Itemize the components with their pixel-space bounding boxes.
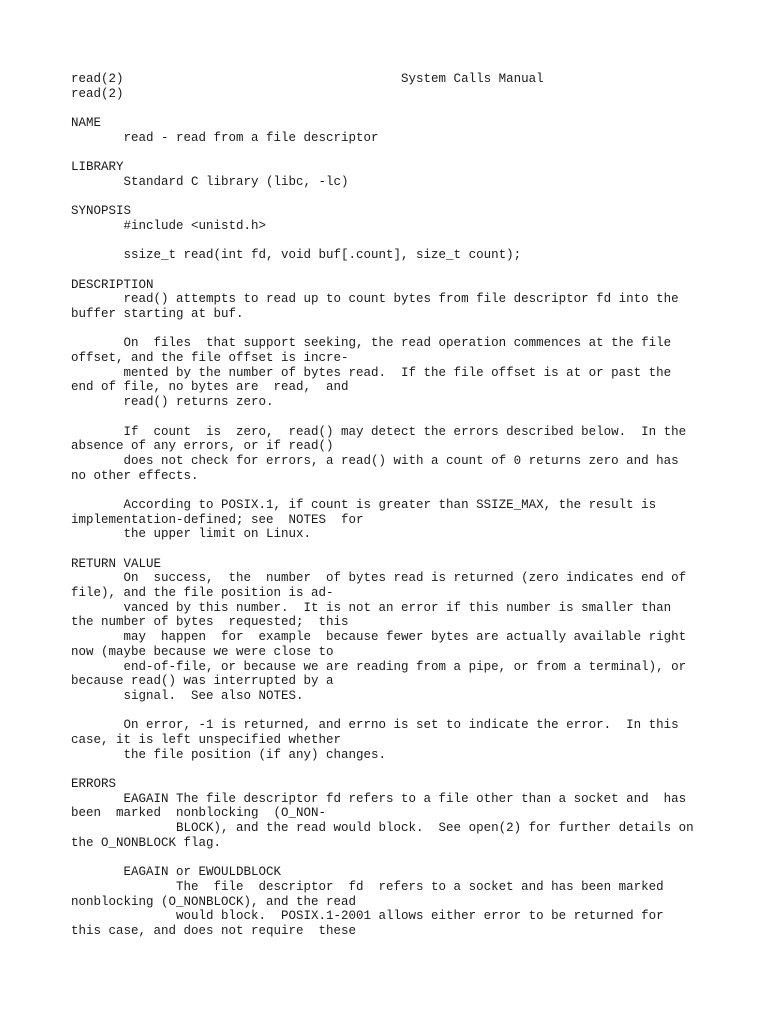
- text-line: case, it is left unspecified whether: [71, 732, 342, 747]
- text-line: RETURN VALUE: [71, 556, 162, 571]
- text-line: the number of bytes requested; this: [71, 615, 349, 630]
- text-line: the file position (if any) changes.: [71, 747, 387, 762]
- text-line: no other effects.: [71, 468, 199, 483]
- text-line: EAGAIN The file descriptor fd refers to a file other than a socket and has: [71, 791, 687, 806]
- text-line: [71, 762, 731, 777]
- text-line: nonblocking (O_NONBLOCK), and the read: [71, 894, 357, 909]
- text-line: the O_NONBLOCK flag.: [71, 835, 222, 850]
- text-line: [71, 542, 731, 557]
- text-line: may happen for example because fewer bytes are actually available right: [71, 630, 687, 645]
- text-line: end of file, no bytes are read, and: [71, 380, 349, 395]
- man-page-text: [71, 72, 731, 939]
- text-line: [71, 410, 731, 425]
- text-line: signal. See also NOTES.: [71, 688, 304, 703]
- text-line: the upper limit on Linux.: [71, 527, 312, 542]
- text-line: NAME: [71, 116, 102, 131]
- text-line: this case, and does not require these: [71, 923, 357, 938]
- text-line: been marked nonblocking (O_NON-: [71, 806, 327, 821]
- text-line: [71, 190, 731, 205]
- text-line: According to POSIX.1, if count is greater than SSIZE_MAX, the result is: [71, 497, 657, 512]
- text-line: does not check for errors, a read() with a count of 0 returns zero and has: [71, 453, 679, 468]
- text-line: If count is zero, read() may detect the errors described below. In the: [71, 424, 687, 439]
- text-line: [71, 263, 731, 278]
- text-line: file), and the file position is ad-: [71, 586, 334, 601]
- text-line: offset, and the file offset is incre-: [71, 351, 349, 366]
- text-line: ERRORS: [71, 777, 117, 791]
- text-line: vanced by this number. It is not an error if this number is smaller than: [71, 600, 672, 615]
- text-line: SYNOPSIS: [71, 204, 132, 219]
- text-line: #include <unistd.h>: [71, 218, 267, 233]
- text-line: Standard C library (libc, -lc): [71, 174, 349, 189]
- text-line: read(2): [71, 86, 124, 101]
- text-line: On error, -1 is returned, and errno is set to indicate the error. In this: [71, 718, 679, 733]
- text-line: [71, 483, 731, 498]
- text-line: mented by the number of bytes read. If the file offset is at or past the: [71, 365, 672, 380]
- text-line: On success, the number of bytes read is returned (zero indicates end of: [71, 571, 687, 586]
- text-line: would block. POSIX.1-2001 allows either error to be returned for: [71, 909, 664, 924]
- text-line: now (maybe because we were close to: [71, 644, 334, 659]
- text-line: buffer starting at buf.: [71, 307, 244, 321]
- text-line: because read() was interrupted by a: [71, 674, 334, 689]
- text-line: [71, 850, 731, 865]
- text-line: BLOCK), and the read would block. See open(2) for further details on: [71, 821, 694, 836]
- text-line: read - read from a file descriptor: [71, 130, 379, 145]
- text-line: The file descriptor fd refers to a socket and has been marked: [71, 879, 664, 894]
- text-line: end-of-file, or because we are reading from a pipe, or from a terminal), or: [71, 659, 687, 674]
- text-line: read() returns zero.: [71, 395, 274, 410]
- text-line: read() attempts to read up to count bytes from file descriptor fd into the: [71, 292, 679, 307]
- text-line: [71, 145, 731, 160]
- text-line: LIBRARY: [71, 160, 124, 175]
- text-line: [71, 234, 731, 249]
- text-line: ssize_t read(int fd, void buf[.count], size_t count);: [71, 248, 522, 263]
- text-line: DESCRIPTION: [71, 277, 154, 292]
- text-line: On files that support seeking, the read operation commences at the file: [71, 336, 672, 351]
- text-line: [71, 101, 731, 116]
- text-line: absence of any errors, or if read(): [71, 439, 334, 454]
- text-line: implementation-defined; see NOTES for: [71, 512, 364, 527]
- text-line: EAGAIN or EWOULDBLOCK: [71, 865, 282, 880]
- text-line: read(2) System Calls Manual: [71, 72, 544, 86]
- text-line: [71, 704, 731, 719]
- text-line: [71, 322, 731, 337]
